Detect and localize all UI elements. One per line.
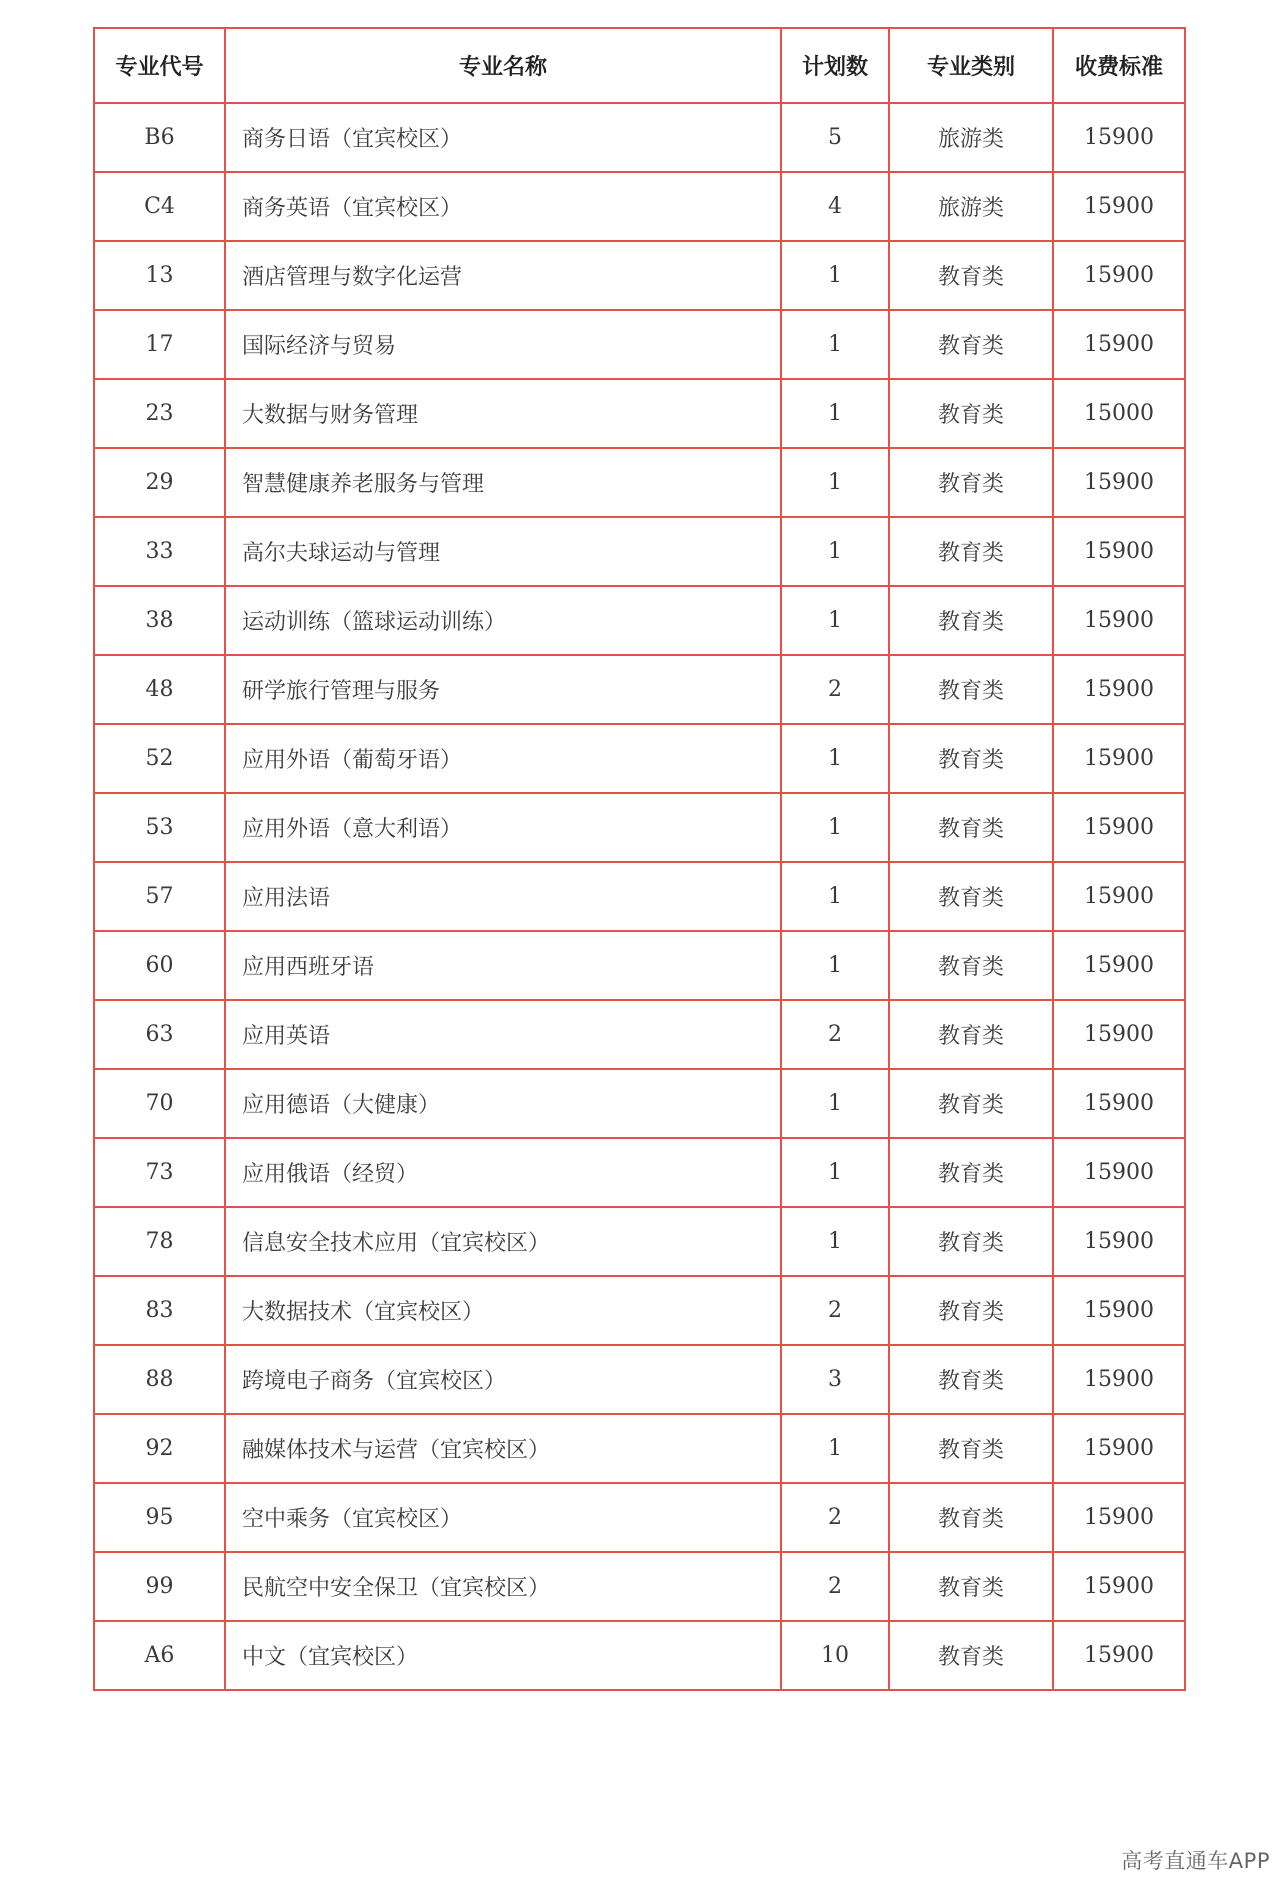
table-row: [94, 172, 1185, 241]
table-body: [94, 103, 1185, 1690]
cell-category: 教育类: [889, 1552, 1053, 1621]
table-row: [94, 1621, 1185, 1690]
table-row: [94, 448, 1185, 517]
cell-fee: 15900: [1053, 1621, 1185, 1690]
cell-category: 教育类: [889, 793, 1053, 862]
cell-plan: 5: [781, 103, 889, 172]
cell-category: 教育类: [889, 1207, 1053, 1276]
cell-code: B6: [94, 103, 225, 172]
cell-category: 教育类: [889, 448, 1053, 517]
cell-plan: 1: [781, 517, 889, 586]
cell-fee: 15900: [1053, 862, 1185, 931]
cell-fee: 15900: [1053, 655, 1185, 724]
cell-code: 60: [94, 931, 225, 1000]
cell-name: 运动训练（篮球运动训练）: [225, 586, 781, 655]
cell-fee: 15900: [1053, 1414, 1185, 1483]
cell-fee: 15900: [1053, 1000, 1185, 1069]
cell-category: 教育类: [889, 931, 1053, 1000]
cell-fee: 15900: [1053, 586, 1185, 655]
header-plan: 计划数: [781, 28, 889, 103]
table-header-row: [94, 28, 1185, 103]
cell-category: 教育类: [889, 1138, 1053, 1207]
cell-code: 57: [94, 862, 225, 931]
cell-plan: 2: [781, 655, 889, 724]
cell-fee: 15900: [1053, 724, 1185, 793]
cell-code: 99: [94, 1552, 225, 1621]
cell-name: 大数据与财务管理: [225, 379, 781, 448]
cell-category: 教育类: [889, 586, 1053, 655]
cell-name: 应用西班牙语: [225, 931, 781, 1000]
cell-plan: 1: [781, 448, 889, 517]
cell-plan: 1: [781, 1138, 889, 1207]
cell-plan: 2: [781, 1483, 889, 1552]
cell-plan: 1: [781, 241, 889, 310]
cell-category: 旅游类: [889, 103, 1053, 172]
cell-name: 应用英语: [225, 1000, 781, 1069]
cell-plan: 1: [781, 379, 889, 448]
header-category: 专业类别: [889, 28, 1053, 103]
table-row: [94, 1276, 1185, 1345]
table-row: [94, 793, 1185, 862]
table-row: [94, 103, 1185, 172]
cell-fee: 15900: [1053, 517, 1185, 586]
cell-plan: 1: [781, 1414, 889, 1483]
table-row: [94, 655, 1185, 724]
cell-category: 教育类: [889, 1000, 1053, 1069]
cell-fee: 15900: [1053, 1552, 1185, 1621]
cell-fee: 15900: [1053, 1207, 1185, 1276]
cell-code: 92: [94, 1414, 225, 1483]
cell-name: 应用外语（葡萄牙语）: [225, 724, 781, 793]
cell-category: 教育类: [889, 862, 1053, 931]
cell-plan: 2: [781, 1276, 889, 1345]
cell-category: 教育类: [889, 724, 1053, 793]
cell-code: 95: [94, 1483, 225, 1552]
cell-name: 酒店管理与数字化运营: [225, 241, 781, 310]
cell-name: 信息安全技术应用（宜宾校区）: [225, 1207, 781, 1276]
cell-code: 70: [94, 1069, 225, 1138]
table-row: [94, 1069, 1185, 1138]
cell-name: 商务英语（宜宾校区）: [225, 172, 781, 241]
cell-plan: 1: [781, 586, 889, 655]
cell-name: 高尔夫球运动与管理: [225, 517, 781, 586]
cell-plan: 1: [781, 310, 889, 379]
table-row: [94, 1138, 1185, 1207]
cell-category: 教育类: [889, 379, 1053, 448]
cell-name: 应用俄语（经贸）: [225, 1138, 781, 1207]
cell-code: A6: [94, 1621, 225, 1690]
table-row: [94, 1414, 1185, 1483]
cell-plan: 3: [781, 1345, 889, 1414]
cell-name: 大数据技术（宜宾校区）: [225, 1276, 781, 1345]
cell-code: 29: [94, 448, 225, 517]
table-row: [94, 931, 1185, 1000]
admission-plan-sheet: [93, 27, 1184, 1691]
cell-category: 教育类: [889, 517, 1053, 586]
table-row: [94, 379, 1185, 448]
cell-fee: 15900: [1053, 1276, 1185, 1345]
cell-plan: 1: [781, 931, 889, 1000]
cell-name: 空中乘务（宜宾校区）: [225, 1483, 781, 1552]
table-row: [94, 586, 1185, 655]
cell-category: 教育类: [889, 1621, 1053, 1690]
table-row: [94, 241, 1185, 310]
cell-plan: 1: [781, 724, 889, 793]
watermark-text: 高考直通车APP: [1121, 1849, 1270, 1873]
cell-code: 83: [94, 1276, 225, 1345]
major-plan-table: [93, 27, 1186, 1691]
cell-plan: 1: [781, 1207, 889, 1276]
cell-plan: 2: [781, 1000, 889, 1069]
cell-fee: 15900: [1053, 241, 1185, 310]
cell-code: 17: [94, 310, 225, 379]
cell-code: 38: [94, 586, 225, 655]
table-row: [94, 724, 1185, 793]
table-row: [94, 310, 1185, 379]
cell-name: 民航空中安全保卫（宜宾校区）: [225, 1552, 781, 1621]
cell-category: 教育类: [889, 310, 1053, 379]
table-row: [94, 1207, 1185, 1276]
cell-fee: 15900: [1053, 1138, 1185, 1207]
cell-name: 国际经济与贸易: [225, 310, 781, 379]
cell-name: 研学旅行管理与服务: [225, 655, 781, 724]
table-row: [94, 1552, 1185, 1621]
cell-category: 教育类: [889, 1276, 1053, 1345]
cell-code: 73: [94, 1138, 225, 1207]
cell-code: 13: [94, 241, 225, 310]
cell-code: 63: [94, 1000, 225, 1069]
cell-category: 教育类: [889, 1069, 1053, 1138]
cell-plan: 1: [781, 862, 889, 931]
cell-name: 应用德语（大健康）: [225, 1069, 781, 1138]
cell-category: 教育类: [889, 1483, 1053, 1552]
cell-code: 88: [94, 1345, 225, 1414]
cell-fee: 15900: [1053, 1483, 1185, 1552]
cell-name: 融媒体技术与运营（宜宾校区）: [225, 1414, 781, 1483]
cell-code: 78: [94, 1207, 225, 1276]
cell-plan: 1: [781, 1069, 889, 1138]
header-name: 专业名称: [225, 28, 781, 103]
cell-code: 23: [94, 379, 225, 448]
header-fee: 收费标准: [1053, 28, 1185, 103]
cell-plan: 1: [781, 793, 889, 862]
cell-category: 教育类: [889, 1414, 1053, 1483]
table-row: [94, 1000, 1185, 1069]
cell-name: 跨境电子商务（宜宾校区）: [225, 1345, 781, 1414]
cell-code: 53: [94, 793, 225, 862]
cell-code: 52: [94, 724, 225, 793]
cell-name: 应用法语: [225, 862, 781, 931]
cell-code: 33: [94, 517, 225, 586]
table-row: [94, 862, 1185, 931]
cell-plan: 10: [781, 1621, 889, 1690]
cell-name: 中文（宜宾校区）: [225, 1621, 781, 1690]
cell-name: 智慧健康养老服务与管理: [225, 448, 781, 517]
cell-fee: 15900: [1053, 1069, 1185, 1138]
cell-fee: 15900: [1053, 172, 1185, 241]
table-row: [94, 517, 1185, 586]
cell-category: 教育类: [889, 1345, 1053, 1414]
cell-code: C4: [94, 172, 225, 241]
cell-code: 48: [94, 655, 225, 724]
cell-fee: 15900: [1053, 310, 1185, 379]
cell-plan: 4: [781, 172, 889, 241]
header-code: 专业代号: [94, 28, 225, 103]
cell-name: 应用外语（意大利语）: [225, 793, 781, 862]
cell-fee: 15900: [1053, 448, 1185, 517]
cell-fee: 15900: [1053, 931, 1185, 1000]
cell-category: 教育类: [889, 655, 1053, 724]
cell-fee: 15900: [1053, 1345, 1185, 1414]
table-row: [94, 1483, 1185, 1552]
table-row: [94, 1345, 1185, 1414]
cell-category: 教育类: [889, 241, 1053, 310]
cell-fee: 15900: [1053, 793, 1185, 862]
cell-fee: 15900: [1053, 103, 1185, 172]
cell-category: 旅游类: [889, 172, 1053, 241]
cell-fee: 15000: [1053, 379, 1185, 448]
cell-plan: 2: [781, 1552, 889, 1621]
cell-name: 商务日语（宜宾校区）: [225, 103, 781, 172]
